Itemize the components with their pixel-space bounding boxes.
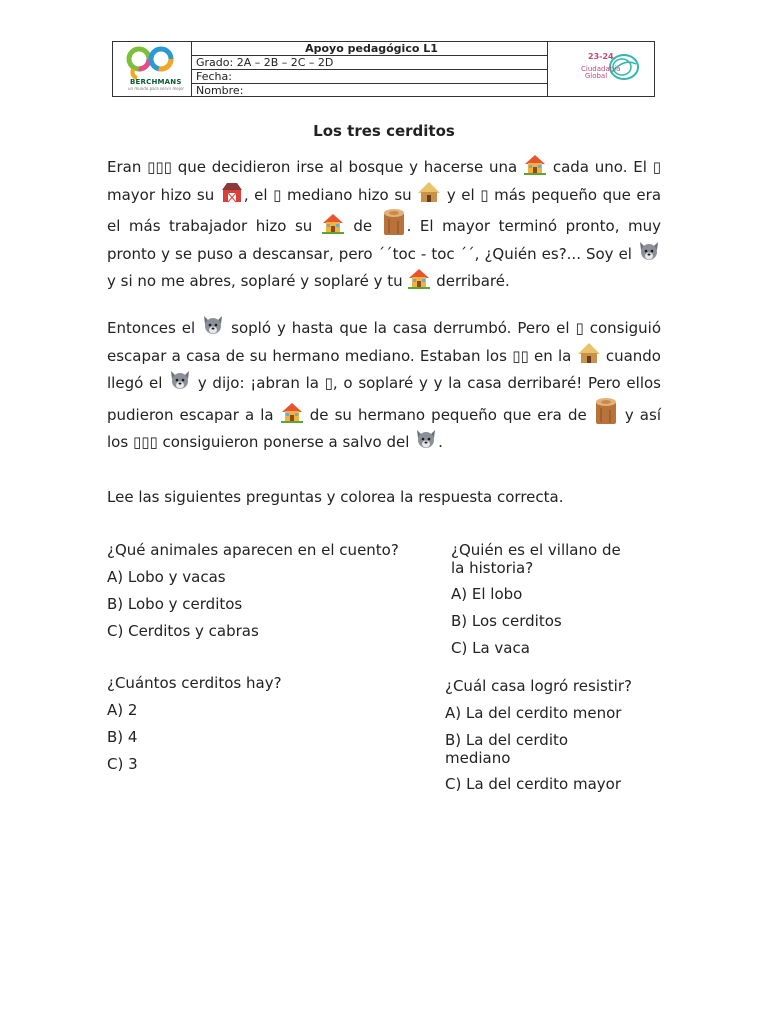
answer-option[interactable]: B) Los cerditos xyxy=(451,612,562,630)
question-text: la historia? xyxy=(451,559,534,577)
wolf-icon xyxy=(637,239,661,263)
hut-icon xyxy=(417,180,441,204)
school-logo xyxy=(113,42,192,96)
house-icon xyxy=(280,400,304,424)
missing-glyph: ▯ xyxy=(273,185,282,204)
date-field[interactable]: Fecha: xyxy=(192,70,547,84)
instructions: Lee las siguientes preguntas y colorea la respuesta correcta. xyxy=(107,488,564,506)
house-icon xyxy=(407,266,431,290)
answer-option[interactable]: A) El lobo xyxy=(451,585,523,603)
grade-field: Grado: 2A – 2B – 2C – 2D xyxy=(192,56,547,70)
global-citizenship-logo xyxy=(548,42,654,96)
header-fields xyxy=(192,42,548,96)
answer-option[interactable]: C) 3 xyxy=(107,755,138,773)
question-text: ¿Cuántos cerditos hay? xyxy=(107,674,282,692)
question-text: ¿Quién es el villano de xyxy=(451,541,621,559)
school-logo-subtext: un mundo para servir mejor xyxy=(128,86,185,91)
story-paragraph-2: Entonces el sopló y hasta que la casa derrumbó. Pero el ▯ consiguió escapar a casa de su hermano mediano. Estaban los ▯▯ en la cuando llegó el y dijo: ¡abran la ▯, o soplaré y y la casa derribaré! Pero ellos pudieron escapar a la de su hermano pequeño que era de y así los ▯▯▯ consiguieron ponerse a salvo del . xyxy=(107,313,661,455)
story-paragraph-1: Eran ▯▯▯ que decidieron irse al bosque y hacerse una cada uno. El ▯ mayor hizo su , el ▯ mediano hizo su y el ▯ más pequeño que era el más trabajador hizo su de . El mayor terminó pronto, muy pronto y se puso a descansar, pero ´´toc - toc ´´, ¿Quién es?... Soy el y si no me abres, soplaré y soplaré y tu derribaré. xyxy=(107,152,661,294)
missing-glyph: ▯ xyxy=(324,374,333,392)
answer-option[interactable]: mediano xyxy=(445,749,511,767)
hut-icon xyxy=(577,341,601,365)
wolf-icon xyxy=(168,368,192,392)
question-3 xyxy=(107,674,282,773)
answer-option[interactable]: A) Lobo y vacas xyxy=(107,568,226,586)
answer-option[interactable]: A) La del cerdito menor xyxy=(445,704,622,722)
question-text: ¿Cuál casa logró resistir? xyxy=(445,677,632,695)
answer-option[interactable]: C) La vaca xyxy=(451,639,530,657)
wolf-icon xyxy=(201,313,225,337)
answer-option[interactable]: A) 2 xyxy=(107,701,138,719)
missing-glyph: ▯▯▯ xyxy=(147,158,172,176)
missing-glyph: ▯ xyxy=(575,319,584,337)
answer-option[interactable]: B) La del cerdito xyxy=(445,731,569,749)
document-header xyxy=(112,41,655,97)
answer-option[interactable]: B) 4 xyxy=(107,728,138,746)
house-icon xyxy=(523,152,547,176)
missing-glyph: ▯▯ xyxy=(512,346,529,365)
wood-log-icon xyxy=(593,396,619,426)
barn-icon xyxy=(220,180,244,204)
question-text: ¿Qué animales aparecen en el cuento? xyxy=(107,541,399,559)
missing-glyph: ▯ xyxy=(480,185,489,204)
name-field[interactable]: Nombre: xyxy=(196,84,244,97)
logo-year: 23-24 xyxy=(588,52,614,61)
question-4 xyxy=(445,677,632,793)
question-2 xyxy=(451,541,621,657)
answer-option[interactable]: C) La del cerdito mayor xyxy=(445,775,622,793)
subject-title: Apoyo pedagógico L1 xyxy=(192,42,547,56)
answer-option[interactable]: C) Cerditos y cabras xyxy=(107,622,259,640)
missing-glyph: ▯▯▯ xyxy=(132,433,158,451)
question-1 xyxy=(107,541,399,640)
house-icon xyxy=(321,211,345,235)
wolf-icon xyxy=(414,427,438,451)
logo-right-text: Ciudadanía Global xyxy=(581,65,621,80)
story-title: Los tres cerditos xyxy=(313,122,455,140)
school-logo-text: BERCHMANS xyxy=(130,78,182,86)
answer-option[interactable]: B) Lobo y cerditos xyxy=(107,595,243,613)
missing-glyph: ▯ xyxy=(652,158,661,176)
wood-log-icon xyxy=(381,207,407,237)
